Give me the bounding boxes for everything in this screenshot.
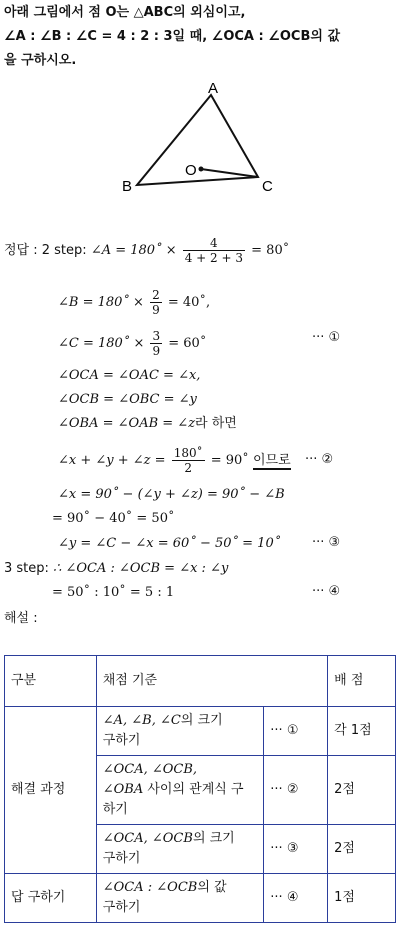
point-o xyxy=(199,167,204,172)
header-score: 배 점 xyxy=(328,656,396,707)
label-c: C xyxy=(262,178,273,195)
score-3: 2점 xyxy=(328,825,396,874)
table-row xyxy=(5,707,396,756)
question-line-2: ∠A : ∠B : ∠C = 4 : 2 : 3일 때, ∠OCA : ∠OCB의 값 xyxy=(4,29,341,44)
answer-line-12: = 50˚ : 10˚ = 5 : 1 xyxy=(52,585,175,600)
answer-line-9: = 90˚ − 40˚ = 50˚ xyxy=(52,511,175,526)
answer-line-2: ∠B = 180˚ × $\frac{2}{9}$ = 40˚, xyxy=(58,288,211,317)
header-category: 구분 xyxy=(5,656,97,707)
criteria-2: ∠OCA, ∠OCB, ∠OBA 사이의 관계식 구 하기 xyxy=(96,756,264,825)
question-line-1: 아래 그림에서 점 O는 △ABC의 외심이고, xyxy=(4,5,246,20)
triangle-figure xyxy=(110,78,290,198)
table-header-row xyxy=(5,656,396,707)
fraction-2: $\frac{2}{9}$ xyxy=(152,288,160,317)
fraction-4: $\frac{180˚}{2}$ xyxy=(173,446,203,475)
answer-prefix: 정답 : 2 step: xyxy=(4,243,87,258)
answer-line-6: ∠OBA = ∠OAB = ∠z라 하면 xyxy=(58,416,237,431)
score-1: 각 1점 xyxy=(328,707,396,756)
header-criteria: 채점 기준 xyxy=(96,656,327,707)
triangle-abc xyxy=(137,95,258,185)
segment-oc xyxy=(201,169,258,177)
score-2: 2점 xyxy=(328,756,396,825)
answer-line-10: ∠y = ∠C − ∠x = 60˚ − 50˚ = 10˚ xyxy=(58,536,281,551)
answer-line-5: ∠OCB = ∠OBC = ∠y xyxy=(58,392,197,407)
criteria-3: ∠OCA, ∠OCB의 크기 구하기 xyxy=(96,825,264,874)
question-line-3: 을 구하시오. xyxy=(4,53,77,68)
answer-line-11: 3 step: ∴ ∠OCA : ∠OCB = ∠x : ∠y xyxy=(4,561,229,576)
fraction-3: $\frac{3}{9}$ xyxy=(152,329,161,358)
label-o: O xyxy=(185,162,197,179)
mark-cell-1: ··· ① xyxy=(264,707,328,756)
answer-line-3: ∠C = 180˚ × $\frac{3}{9}$ = 60˚ xyxy=(58,329,207,358)
mark-2: ··· ② xyxy=(305,452,334,467)
mark-1: ··· ① xyxy=(312,330,341,345)
criteria-1: ∠A, ∠B, ∠C의 크기 구하기 xyxy=(96,707,264,756)
table-row xyxy=(5,874,396,923)
mark-cell-4: ··· ④ xyxy=(264,874,328,923)
criteria-4: ∠OCA : ∠OCB의 값 구하기 xyxy=(96,874,264,923)
category-answer: 답 구하기 xyxy=(5,874,97,923)
mark-cell-3: ··· ③ xyxy=(264,825,328,874)
grading-table xyxy=(4,655,396,923)
label-a: A xyxy=(208,80,219,97)
score-4: 1점 xyxy=(328,874,396,923)
label-b: B xyxy=(122,178,133,195)
explanation-label: 해설 : xyxy=(4,611,38,626)
mark-3: ··· ③ xyxy=(312,535,341,550)
mark-4: ··· ④ xyxy=(312,584,341,599)
category-process: 해결 과정 xyxy=(5,707,97,874)
fraction-1: $\frac{4}{4 + 2 + 3}$ xyxy=(184,236,244,265)
answer-line-4: ∠OCA = ∠OAC = ∠x, xyxy=(58,368,201,383)
answer-line-8: ∠x = 90˚ − (∠y + ∠z) = 90˚ − ∠B xyxy=(58,487,285,502)
answer-line-7: ∠x + ∠y + ∠z = $\frac{180˚}{2}$ = 90˚ 이므로 xyxy=(58,446,291,475)
answer-line-1: 정답 : 2 step: ∠A = 180˚ × $\frac{4}{4 + 2 + 3}$ = 80˚ xyxy=(4,236,290,265)
mark-cell-2: ··· ② xyxy=(264,756,328,825)
